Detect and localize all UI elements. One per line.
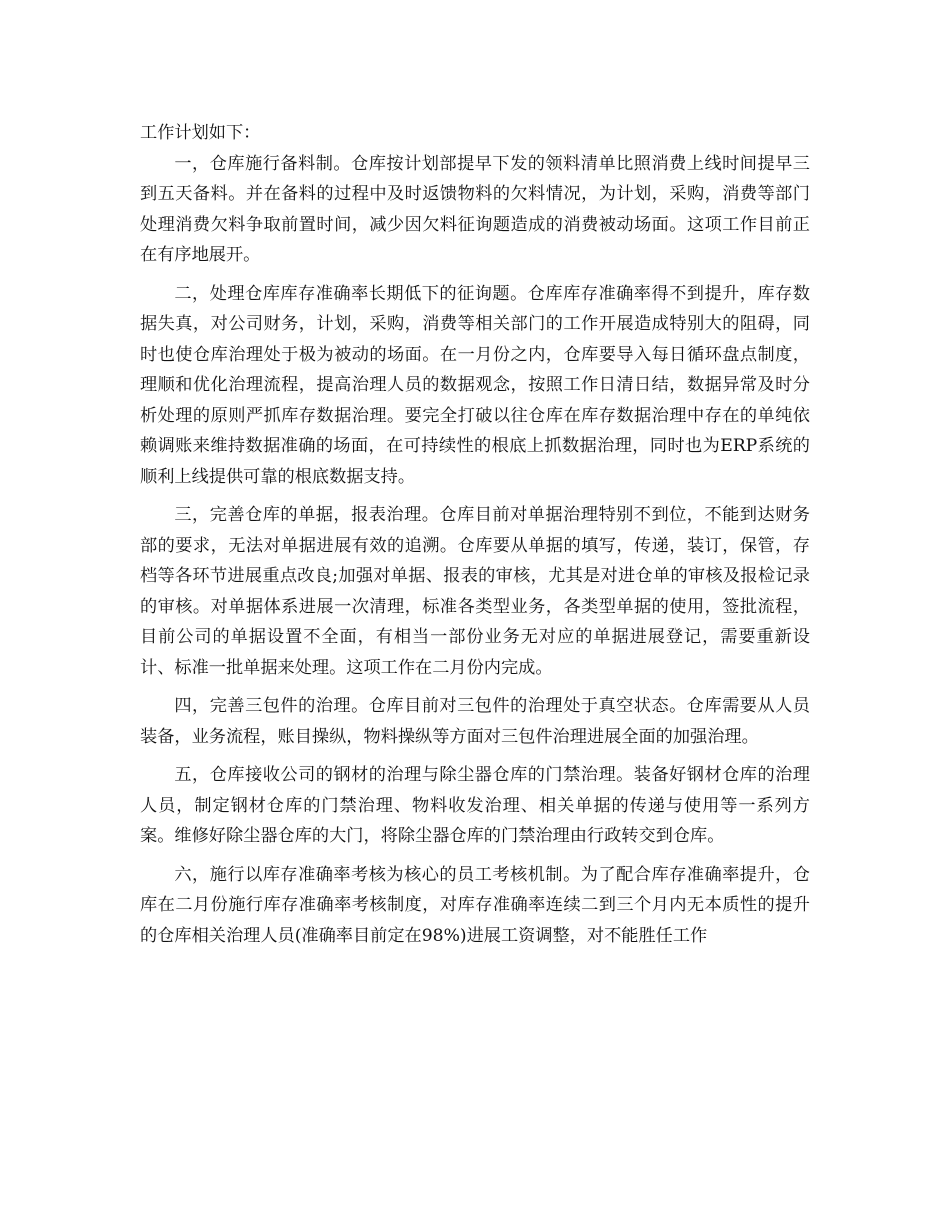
paragraph-1: 一，仓库施行备料制。仓库按计划部提早下发的领料清单比照消费上线时间提早三到五天备料。并在备料的过程中及时返馈物料的欠料情况，为计划，采购，消费等部门处理消费欠料争取前置时间，减少因欠料征询题造成的消费被动场面。这项工作目前正在有序地展开。 — [140, 153, 810, 265]
paragraph-6: 六，施行以库存准确率考核为核心的员工考核机制。为了配合库存准确率提升，仓库在二月份施行库存准确率考核制度，对库存准确率连续二到三个月内无本质性的提升的仓库相关治理人员(准确率目前定在98%)进展工资调整，对不能胜任工作 — [140, 864, 810, 946]
paragraph-5: 五，仓库接收公司的钢材的治理与除尘器仓库的门禁治理。装备好钢材仓库的治理人员，制定钢材仓库的门禁治理、物料收发治理、相关单据的传递与使用等一系列方案。维修好除尘器仓库的大门，将除尘器仓库的门禁治理由行政转交到仓库。 — [140, 765, 810, 846]
paragraph-2: 二，处理仓库库存准确率长期低下的征询题。仓库库存准确率得不到提升，库存数据失真，对公司财务，计划，采购，消费等相关部门的工作开展造成特别大的阻碍，同时也使仓库治理处于极为被动的场面。在一月份之内，仓库要导入每日循环盘点制度，理顺和优化治理流程，提高治理人员的数据观念，按照工作日清日结，数据异常及时分析处理的原则严抓库存数据治理。要完全打破以往仓库在库存数据治理中存在的单纯依赖调账来维持数据准确的场面，在可持续性的根底上抓数据治理，同时也为ERP系统的顺利上线提供可靠的根底数据支持。 — [140, 283, 810, 487]
paragraph-4: 四，完善三包件的治理。仓库目前对三包件的治理处于真空状态。仓库需要从人员装备，业务流程，账目操纵，物料操纵等方面对三包件治理进展全面的加强治理。 — [140, 696, 810, 747]
intro-line: 工作计划如下： — [140, 123, 261, 143]
paragraph-3: 三，完善仓库的单据，报表治理。仓库目前对单据治理特别不到位，不能到达财务部的要求，无法对单据进展有效的追溯。仓库要从单据的填写，传递，装订，保管，存档等各环节进展重点改良;加强对单据、报表的审核，尤其是对进仓单的审核及报检记录的审核。对单据体系进展一次清理，标准各类型业务，各类型单据的使用，签批流程，目前公司的单据设置不全面，有相当一部份业务无对应的单据进展登记，需要重新设计、标准一批单据来处理。这项工作在二月份内完成。 — [140, 505, 810, 678]
